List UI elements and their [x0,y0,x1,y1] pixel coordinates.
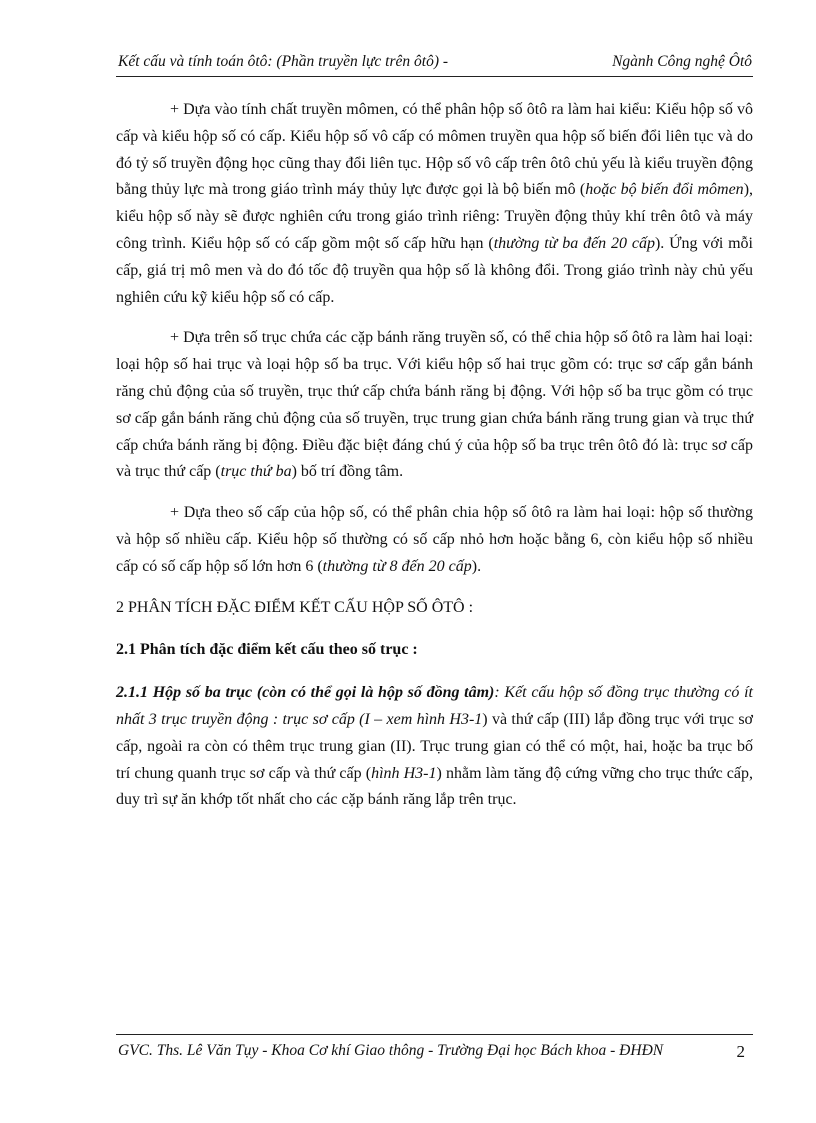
italic-note: hoặc bộ biến đổi mômen [585,181,744,199]
page-footer [116,1042,753,1066]
subsubsection-lead: 2.1.1 Hộp số ba trục (còn có thể gọi là hộp số đồng tâm) [116,684,495,702]
header-course-title: Kết cấu và tính toán ôtô: (Phần truyền lực trên ôtô) - [118,53,449,70]
section-heading: 2 PHÂN TÍCH ĐẶC ĐIỂM KẾT CẤU HỘP SỐ ÔTÔ : [116,598,474,616]
italic-note: I – xem hình H3-1 [364,710,483,728]
paragraph-torque-classification: + Dựa vào tính chất truyền mômen, có thể phân hộp số ôtô ra làm hai kiểu: Kiểu hộp số vô cấp và kiểu hộp số có cấp. Kiểu hộp số vô cấp có mômen truyền qua hộp số biến đổi liên tục và do đó tỷ số truyền động học cũng thay đổi liên tục. Hộp số vô cấp trên ôtô chủ yếu là kiểu truyền động bằng thủy lực mà trong giáo trình máy thủy lực được gọi là bộ biến mô (hoặc bộ biến đổi mômen), kiểu hộp số này sẽ được nghiên cứu trong giáo trình riêng: Truyền động thủy khí trên ôtô và máy công trình. Kiểu hộp số có cấp gồm một số cấp hữu hạn (thường từ ba đến 20 cấp). Ứng với mỗi cấp, giá trị mô men và do đó tốc độ truyền qua hộp số là không đổi. Trong giáo trình này chủ yếu nghiên cứu kỹ kiểu hộp số có cấp. [116,101,754,306]
paragraph-gear-count-classification: + Dựa theo số cấp của hộp số, có thể phân chia hộp số ôtô ra làm hai loại: hộp số thường và hộp số nhiều cấp. Kiểu hộp số thường có số cấp nhỏ hơn hoặc bằng 6, còn kiểu hộp số nhiều cấp có số cấp hộp số lớn hơn 6 (thường từ 8 đến 20 cấp). [116,504,753,575]
subsection-heading: 2.1 Phân tích đặc điểm kết cấu theo số trục : [116,641,418,659]
paragraph-shaft-classification: + Dựa trên số trục chứa các cặp bánh răng truyền số, có thể chia hộp số ôtô ra làm hai loại: loại hộp số hai trục và loại hộp số ba trục. Với kiểu hộp số hai trục gồm có: trục sơ cấp gắn bánh răng chủ động của số truyền, trục thứ cấp chứa bánh răng bị động. Với hộp số ba trục gồm có trục sơ cấp gắn bánh răng chủ động của số truyền, trục trung gian chứa bánh răng trung gian và trục thứ cấp chứa bánh răng bị động. Điều đặc biệt đáng chú ý của hộp số ba trục trên ôtô đó là: trục sơ cấp và trục thứ cấp (trục thứ ba) bố trí đồng tâm. [116,329,753,481]
italic-note: trục thứ ba [220,463,292,481]
footer-rule [116,1034,753,1035]
paragraph-three-shaft-gearbox: 2.1.1 Hộp số ba trục (còn có thể gọi là hộp số đồng tâm): Kết cấu hộp số đồng trục thường có ít nhất 3 trục truyền động : trục sơ cấp (I – xem hình H3-1) và thứ cấp (III) lắp đồng trục với trục sơ cấp, ngoài ra còn có thêm trục trung gian (II). Trục trung gian có thể có một, hai, hoặc ba trục bố trí chung quanh trục sơ cấp và thứ cấp (hình H3-1) nhằm làm tăng độ cứng vững cho trục thức cấp, duy trì sự ăn khớp tốt nhất cho các cặp bánh răng lắp trên trục. [116,684,754,809]
header-department: Ngành Công nghệ Ôtô [612,53,752,70]
page-header [116,50,752,74]
header-rule [116,76,753,77]
footer-author: GVC. Ths. Lê Văn Tụy - Khoa Cơ khí Giao thông - Trường Đại học Bách khoa - ĐHĐN [118,1042,664,1059]
italic-note: thường từ 8 đến 20 cấp [322,557,472,575]
document-body [116,97,753,828]
page-number: 2 [736,1042,745,1061]
italic-note: hình H3-1 [371,764,437,782]
italic-note: thường từ ba đến 20 cấp [493,234,655,252]
